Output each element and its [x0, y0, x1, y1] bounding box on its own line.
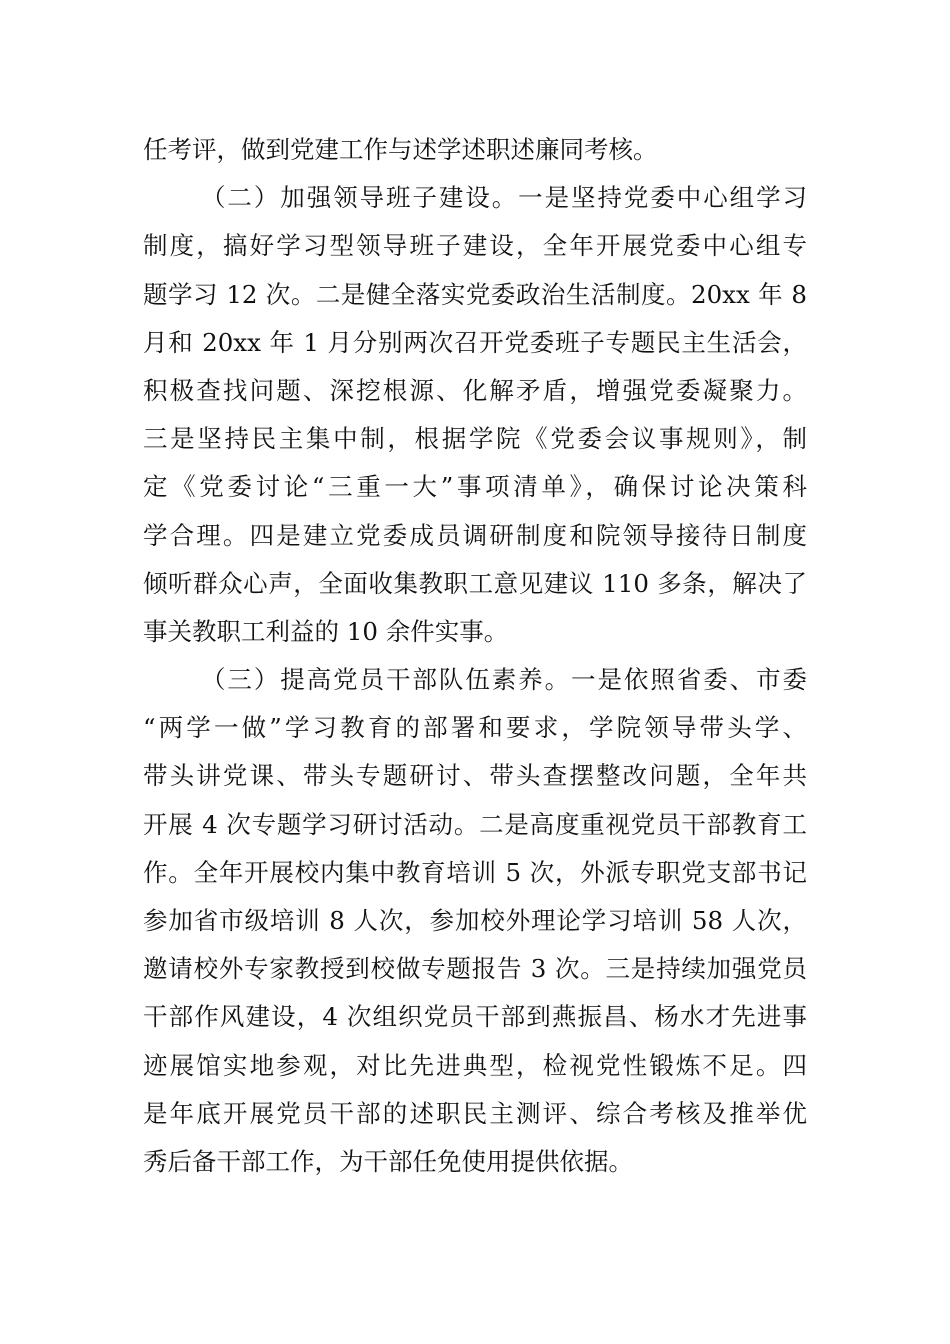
paragraph-continuation — [143, 126, 807, 174]
paragraph-leadership-team — [143, 174, 807, 656]
text-line: 迹展馆实地参观，对比先进典型，检视党性锻炼不足。四 — [143, 1050, 807, 1080]
text-line: 学合理。四是建立党委成员调研制度和院领导接待日制度 — [143, 520, 807, 550]
text-line: 作。全年开展校内集中教育培训 5 次，外派专职党支部书记 — [143, 857, 807, 887]
text-line: 定《党委讨论“三重一大”事项清单》，确保讨论决策科 — [143, 472, 807, 502]
text-line: 积极查找问题、深挖根源、化解矛盾，增强党委凝聚力。 — [143, 375, 807, 405]
text-line: “两学一做”学习教育的部署和要求，学院领导带头学、 — [143, 713, 807, 743]
text-line: 任考评，做到党建工作与述学述职述廉同考核。 — [143, 135, 658, 164]
text-line: 带头讲党课、带头专题研讨、带头查摆整改问题，全年共 — [143, 761, 807, 791]
text-line: 开展 4 次专题学习研讨活动。二是高度重视党员干部教育工 — [143, 809, 807, 839]
text-line: 是年底开展党员干部的述职民主测评、综合考核及推举优 — [143, 1098, 807, 1128]
text-line: 事关教职工利益的 10 余件实事。 — [143, 616, 509, 646]
text-line: 参加省市级培训 8 人次，参加校外理论学习培训 58 人次， — [143, 906, 807, 935]
document-body — [143, 126, 807, 1186]
text-line: 月和 20xx 年 1 月分别两次召开党委班子专题民主生活会， — [143, 327, 807, 357]
text-line: 邀请校外专家教授到校做专题报告 3 次。三是持续加强党员 — [143, 954, 807, 984]
text-line: 倾听群众心声，全面收集教职工意见建议 110 多条，解决了 — [143, 568, 807, 598]
text-line: 制度，搞好学习型领导班子建设，全年开展党委中心组专 — [143, 231, 807, 261]
text-line: （三）提高党员干部队伍素养。一是依照省委、市委 — [201, 665, 807, 695]
text-line: 秀后备干部工作，为干部任免使用提供依据。 — [143, 1146, 633, 1176]
text-line: 三是坚持民主集中制，根据学院《党委会议事规则》，制 — [143, 424, 807, 454]
text-line: （二）加强领导班子建设。一是坚持党委中心组学习 — [201, 183, 807, 213]
text-line: 干部作风建设，4 次组织党员干部到燕振昌、杨水才先进事 — [143, 1002, 807, 1032]
text-line: 题学习 12 次。二是健全落实党委政治生活制度。20xx 年 8 — [143, 279, 807, 309]
paragraph-cadre-quality — [143, 656, 807, 1186]
